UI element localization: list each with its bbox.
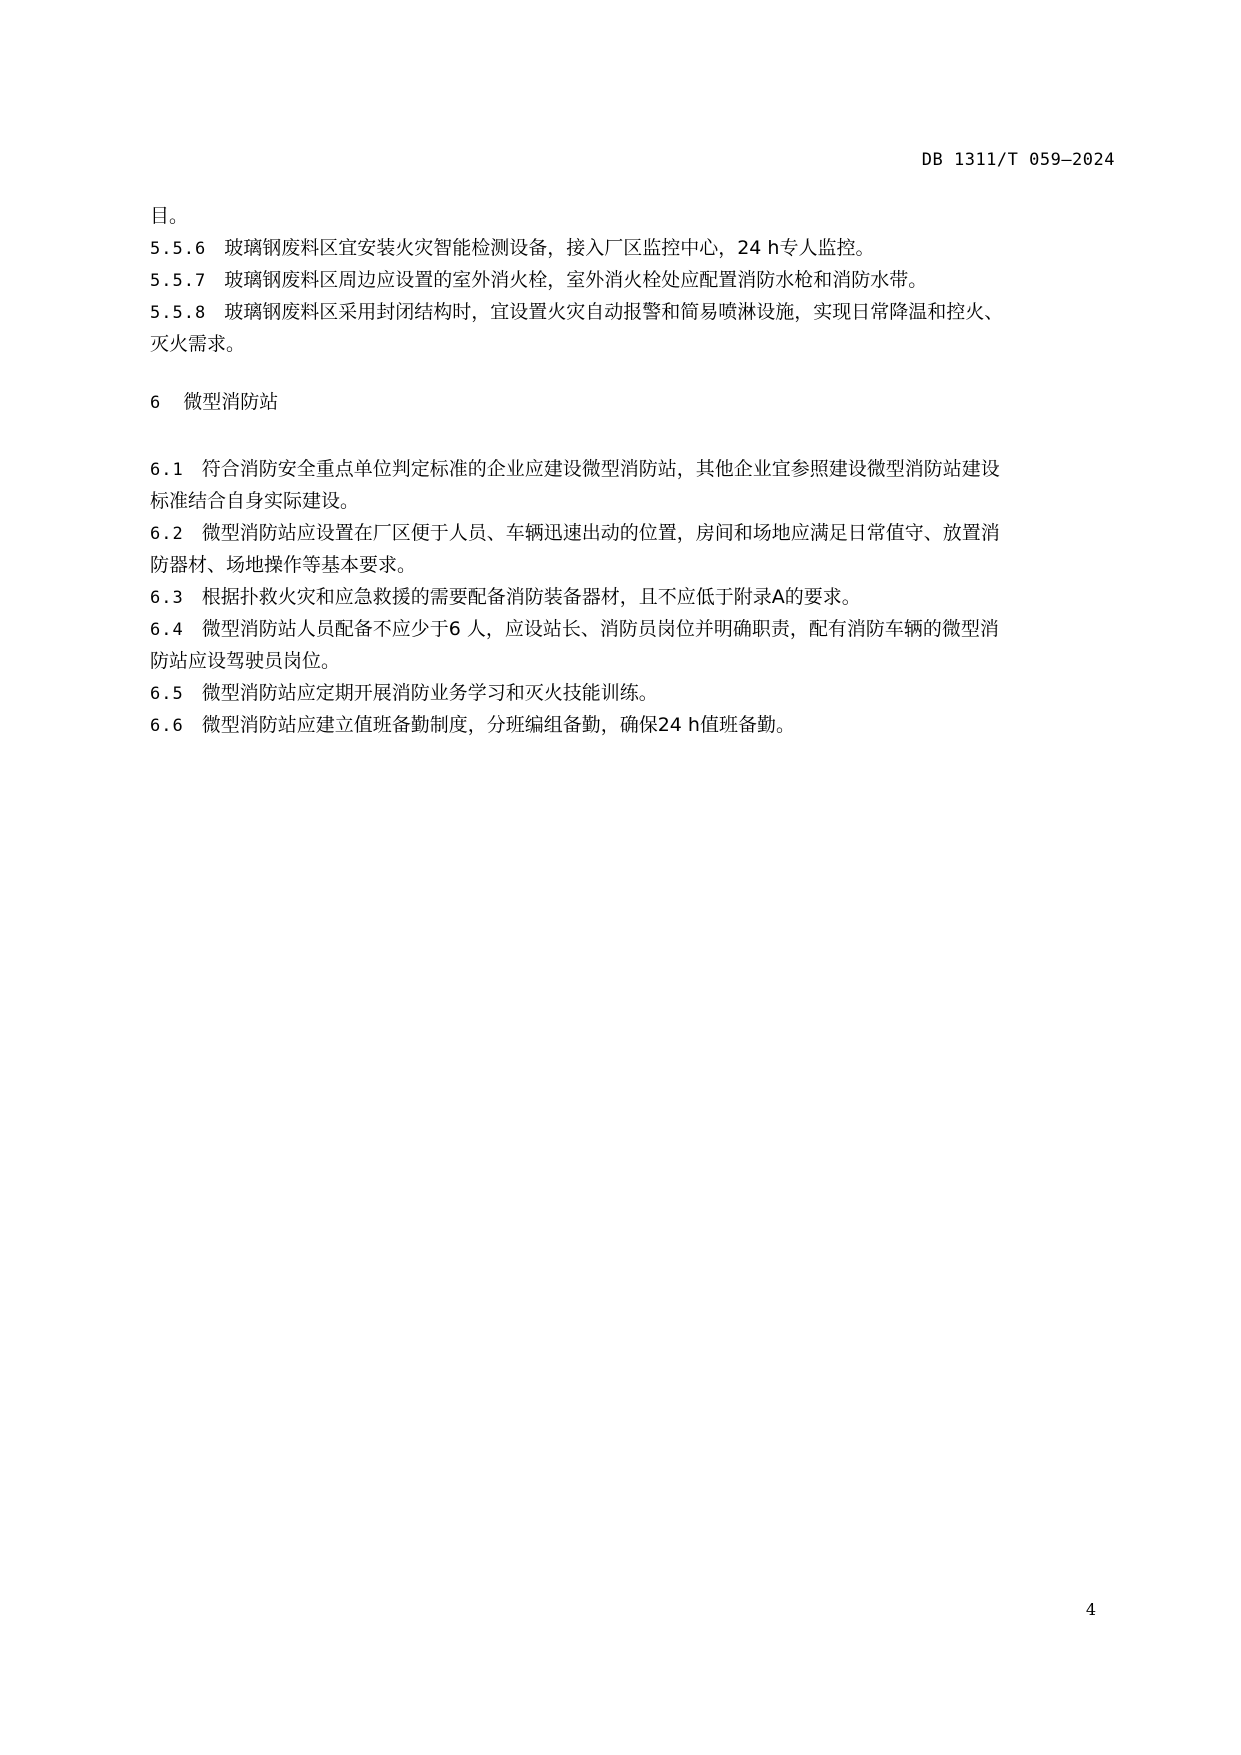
- carry-over-text: 目。: [150, 205, 189, 227]
- clause-6-6: [150, 709, 1120, 741]
- page-header-code: DB 1311/T 059—2024: [921, 150, 1115, 170]
- clause-number: 5.5.6: [150, 239, 207, 259]
- clause-5-5-7: [150, 264, 1120, 296]
- clause-text: 微型消防站应设置在厂区便于人员、车辆迅速出动的位置，房间和场地应满足日常值守、放置消: [201, 522, 1000, 544]
- page-number: 4: [1085, 1600, 1096, 1619]
- clause-6-1: [150, 453, 1120, 485]
- clause-text-continued: 防器材、场地操作等基本要求。: [150, 554, 417, 576]
- clause-6-3: [150, 581, 1120, 613]
- clause-text: 微型消防站人员配备不应少于6 人，应设站长、消防员岗位并明确职责，配有消防车辆的微型消: [201, 618, 999, 640]
- clause-6-2: [150, 517, 1120, 549]
- clause-number: 6.2: [150, 524, 184, 544]
- section-heading: [150, 386, 1120, 419]
- clause-text: 微型消防站应定期开展消防业务学习和灭火技能训练。: [201, 682, 658, 704]
- clause-text: 玻璃钢废料区宜安装火灾智能检测设备，接入厂区监控中心，24 h专人监控。: [224, 237, 875, 259]
- clause-5-5-8: [150, 296, 1120, 328]
- clause-number: 6.3: [150, 588, 184, 608]
- clause-text: 微型消防站应建立值班备勤制度，分班编组备勤，确保24 h值班备勤。: [201, 714, 795, 736]
- section-title: 微型消防站: [183, 391, 279, 413]
- clause-text-continued: 防站应设驾驶员岗位。: [150, 650, 341, 672]
- clause-text: 根据扑救火灾和应急救援的需要配备消防装备器材，且不应低于附录A的要求。: [201, 586, 861, 608]
- clause-text-continued: 灭火需求。: [150, 333, 246, 355]
- document-body: [150, 200, 1120, 741]
- clause-number: 6.1: [150, 460, 184, 480]
- clause-number: 5.5.8: [150, 303, 207, 323]
- clause-text-continued: 标准结合自身实际建设。: [150, 490, 360, 512]
- clause-text: 玻璃钢废料区采用封闭结构时，宜设置火灾自动报警和简易喷淋设施，实现日常降温和控火、: [224, 301, 1004, 323]
- clause-text: 玻璃钢废料区周边应设置的室外消火栓，室外消火栓处应配置消防水枪和消防水带。: [224, 269, 928, 291]
- clause-6-5: [150, 677, 1120, 709]
- clause-5-5-6: [150, 232, 1120, 264]
- clause-text: 符合消防安全重点单位判定标准的企业应建设微型消防站，其他企业宜参照建设微型消防站建设: [201, 458, 1000, 480]
- section-number: 6: [150, 393, 162, 413]
- clause-number: 6.6: [150, 716, 184, 736]
- clause-number: 5.5.7: [150, 271, 207, 291]
- clause-number: 6.5: [150, 684, 184, 704]
- clause-6-4: [150, 613, 1120, 645]
- clause-number: 6.4: [150, 620, 184, 640]
